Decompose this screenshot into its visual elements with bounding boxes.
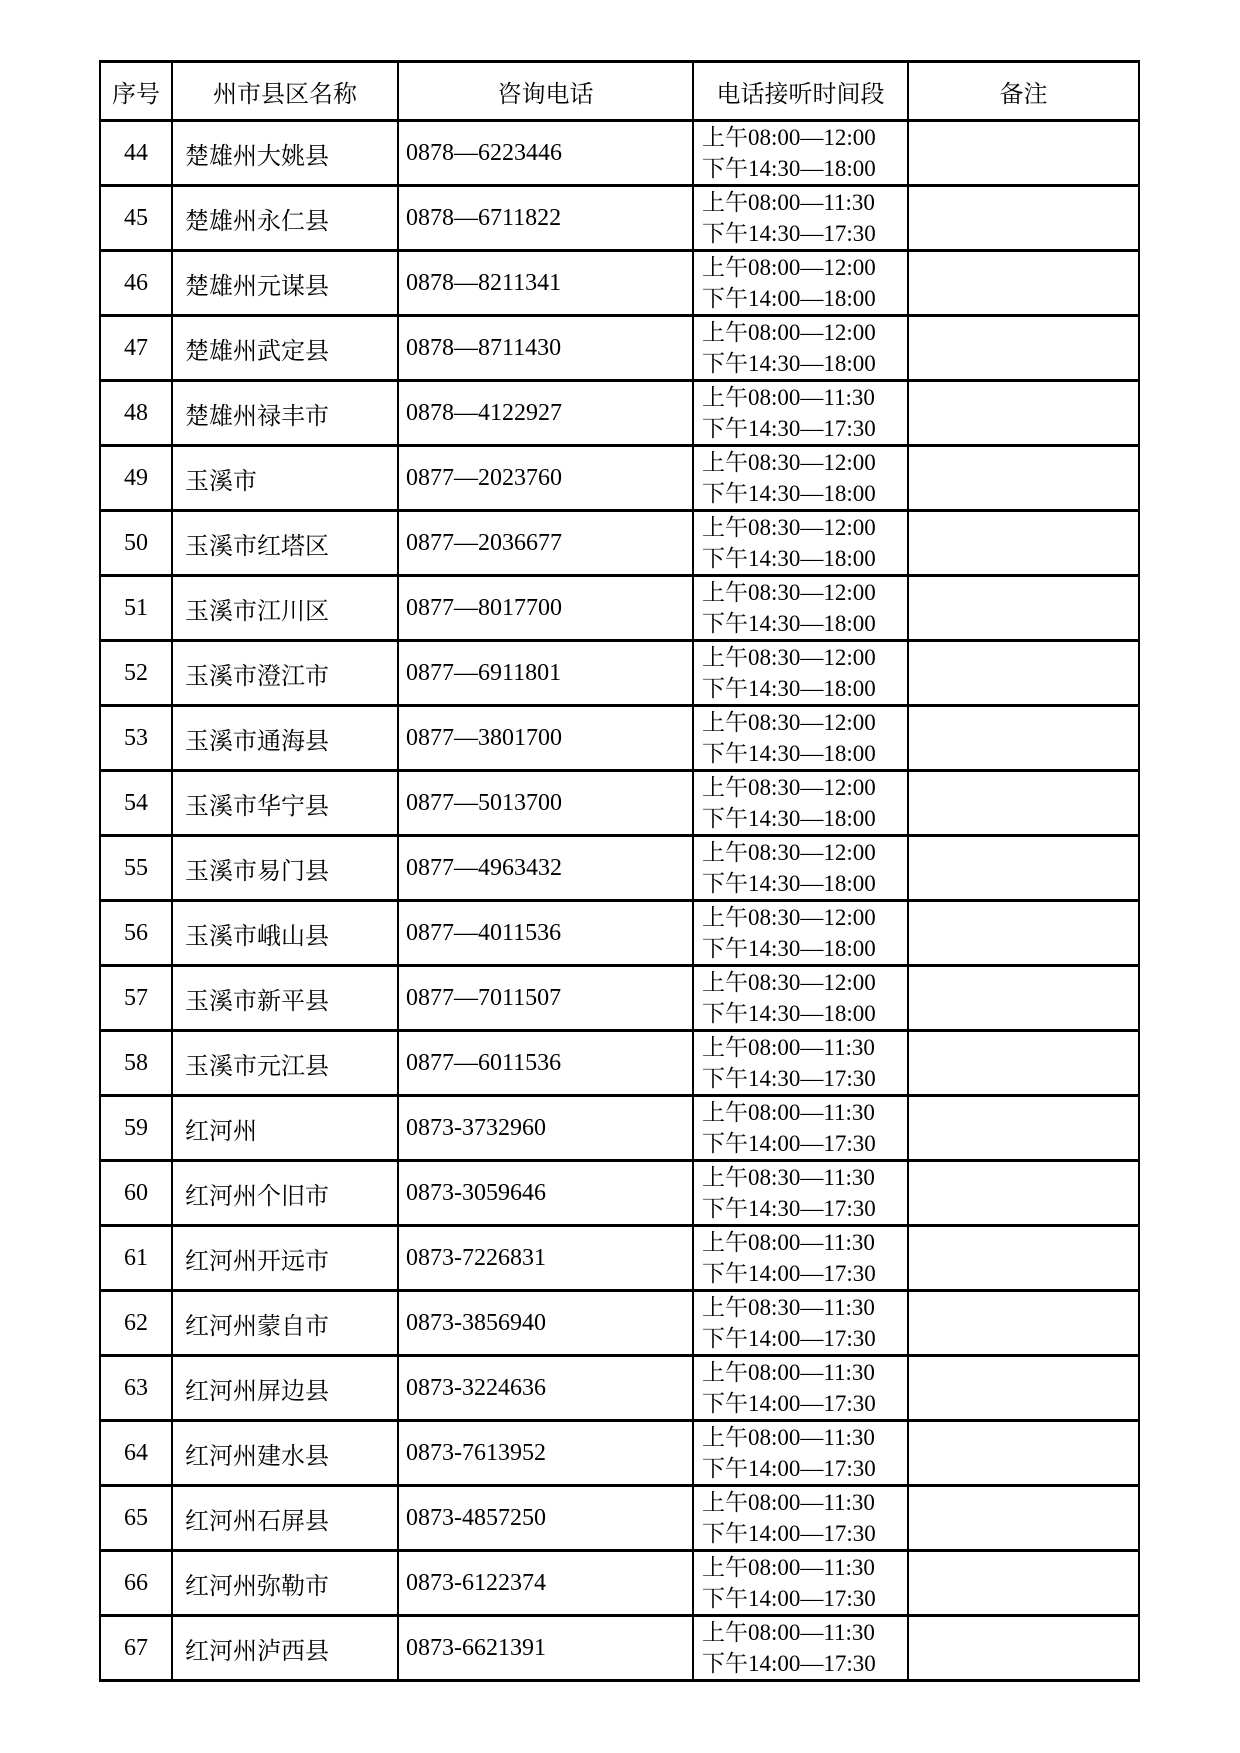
answer-time-period (693, 1031, 908, 1096)
phone-number: 0878—6711822 (398, 186, 693, 251)
answer-time-period (693, 1551, 908, 1616)
answer-time-period (693, 251, 908, 316)
district-name: 玉溪市易门县 (172, 836, 398, 901)
district-name: 玉溪市华宁县 (172, 771, 398, 836)
remark-cell (908, 316, 1139, 381)
phone-number: 0873-3224636 (398, 1356, 693, 1421)
table-row (100, 1226, 1139, 1291)
table-row (100, 706, 1139, 771)
table-row (100, 1161, 1139, 1226)
time-morning: 上午08:30—11:30 (702, 1295, 875, 1320)
time-afternoon: 下午14:30—18:00 (702, 936, 876, 961)
answer-time-period (693, 1616, 908, 1681)
row-number: 61 (100, 1226, 172, 1291)
row-number: 66 (100, 1551, 172, 1616)
phone-number: 0877—3801700 (398, 706, 693, 771)
district-name: 玉溪市红塔区 (172, 511, 398, 576)
row-number: 59 (100, 1096, 172, 1161)
district-name: 红河州屏边县 (172, 1356, 398, 1421)
table-row (100, 1551, 1139, 1616)
time-afternoon: 下午14:00—17:30 (702, 1456, 876, 1481)
remark-cell (908, 381, 1139, 446)
col-header-time: 电话接听时间段 (693, 62, 908, 121)
phone-number: 0878—8211341 (398, 251, 693, 316)
row-number: 62 (100, 1291, 172, 1356)
time-morning: 上午08:00—11:30 (702, 1555, 875, 1580)
row-number: 55 (100, 836, 172, 901)
answer-time-period (693, 576, 908, 641)
time-morning: 上午08:30—12:00 (702, 905, 876, 930)
answer-time-period (693, 901, 908, 966)
time-afternoon: 下午14:30—18:00 (702, 1001, 876, 1026)
row-number: 51 (100, 576, 172, 641)
district-name: 红河州建水县 (172, 1421, 398, 1486)
remark-cell (908, 706, 1139, 771)
col-header-no: 序号 (100, 62, 172, 121)
phone-number: 0877—6011536 (398, 1031, 693, 1096)
remark-cell (908, 186, 1139, 251)
remark-cell (908, 1486, 1139, 1551)
answer-time-period (693, 446, 908, 511)
time-morning: 上午08:30—12:00 (702, 775, 876, 800)
table-row (100, 1291, 1139, 1356)
col-header-phone: 咨询电话 (398, 62, 693, 121)
district-name: 红河州开远市 (172, 1226, 398, 1291)
table-row (100, 771, 1139, 836)
row-number: 49 (100, 446, 172, 511)
row-number: 60 (100, 1161, 172, 1226)
phone-number: 0873-7226831 (398, 1226, 693, 1291)
remark-cell (908, 1096, 1139, 1161)
district-name: 玉溪市 (172, 446, 398, 511)
row-number: 48 (100, 381, 172, 446)
district-name: 红河州蒙自市 (172, 1291, 398, 1356)
phone-number: 0877—8017700 (398, 576, 693, 641)
time-afternoon: 下午14:30—18:00 (702, 611, 876, 636)
remark-cell (908, 511, 1139, 576)
answer-time-period (693, 1291, 908, 1356)
remark-cell (908, 1616, 1139, 1681)
answer-time-period (693, 381, 908, 446)
phone-number: 0873-3856940 (398, 1291, 693, 1356)
row-number: 53 (100, 706, 172, 771)
district-name: 楚雄州永仁县 (172, 186, 398, 251)
col-header-remark: 备注 (908, 62, 1139, 121)
answer-time-period (693, 966, 908, 1031)
table-row (100, 121, 1139, 186)
time-morning: 上午08:00—12:00 (702, 125, 876, 150)
time-afternoon: 下午14:00—17:30 (702, 1651, 876, 1676)
table-row (100, 446, 1139, 511)
table-row (100, 381, 1139, 446)
answer-time-period (693, 1226, 908, 1291)
header-row (100, 62, 1139, 121)
time-morning: 上午08:30—12:00 (702, 970, 876, 995)
time-afternoon: 下午14:30—18:00 (702, 871, 876, 896)
district-name: 红河州弥勒市 (172, 1551, 398, 1616)
answer-time-period (693, 1486, 908, 1551)
time-morning: 上午08:00—11:30 (702, 1230, 875, 1255)
table-row (100, 1031, 1139, 1096)
time-morning: 上午08:00—11:30 (702, 1620, 875, 1645)
table-row (100, 901, 1139, 966)
time-afternoon: 下午14:00—17:30 (702, 1261, 876, 1286)
district-name: 红河州泸西县 (172, 1616, 398, 1681)
remark-cell (908, 1161, 1139, 1226)
remark-cell (908, 251, 1139, 316)
time-afternoon: 下午14:30—17:30 (702, 416, 876, 441)
phone-number: 0873-3732960 (398, 1096, 693, 1161)
district-name: 红河州 (172, 1096, 398, 1161)
row-number: 46 (100, 251, 172, 316)
phone-number: 0878—6223446 (398, 121, 693, 186)
answer-time-period (693, 121, 908, 186)
table-row (100, 316, 1139, 381)
time-morning: 上午08:00—11:30 (702, 385, 875, 410)
district-name: 玉溪市江川区 (172, 576, 398, 641)
time-afternoon: 下午14:30—18:00 (702, 676, 876, 701)
table-row (100, 1096, 1139, 1161)
district-name: 楚雄州武定县 (172, 316, 398, 381)
district-name: 玉溪市元江县 (172, 1031, 398, 1096)
phone-number: 0873-7613952 (398, 1421, 693, 1486)
answer-time-period (693, 1421, 908, 1486)
time-afternoon: 下午14:00—17:30 (702, 1391, 876, 1416)
table-row (100, 966, 1139, 1031)
row-number: 65 (100, 1486, 172, 1551)
district-name: 玉溪市通海县 (172, 706, 398, 771)
time-morning: 上午08:00—12:00 (702, 320, 876, 345)
answer-time-period (693, 1161, 908, 1226)
time-afternoon: 下午14:00—17:30 (702, 1521, 876, 1546)
answer-time-period (693, 316, 908, 381)
remark-cell (908, 771, 1139, 836)
row-number: 52 (100, 641, 172, 706)
row-number: 47 (100, 316, 172, 381)
remark-cell (908, 1226, 1139, 1291)
phone-number: 0873-6621391 (398, 1616, 693, 1681)
time-afternoon: 下午14:00—17:30 (702, 1586, 876, 1611)
time-afternoon: 下午14:30—18:00 (702, 741, 876, 766)
remark-cell (908, 1291, 1139, 1356)
answer-time-period (693, 706, 908, 771)
phone-number: 0873-6122374 (398, 1551, 693, 1616)
time-morning: 上午08:30—12:00 (702, 840, 876, 865)
time-afternoon: 下午14:00—17:30 (702, 1131, 876, 1156)
row-number: 67 (100, 1616, 172, 1681)
time-morning: 上午08:00—11:30 (702, 190, 875, 215)
time-afternoon: 下午14:30—17:30 (702, 221, 876, 246)
row-number: 63 (100, 1356, 172, 1421)
time-afternoon: 下午14:30—18:00 (702, 351, 876, 376)
remark-cell (908, 576, 1139, 641)
table-row (100, 576, 1139, 641)
phone-number: 0877—4011536 (398, 901, 693, 966)
table-row (100, 836, 1139, 901)
remark-cell (908, 836, 1139, 901)
district-name: 玉溪市峨山县 (172, 901, 398, 966)
time-morning: 上午08:30—12:00 (702, 645, 876, 670)
time-afternoon: 下午14:30—18:00 (702, 806, 876, 831)
time-afternoon: 下午14:30—18:00 (702, 546, 876, 571)
remark-cell (908, 1031, 1139, 1096)
col-header-name: 州市县区名称 (172, 62, 398, 121)
phone-number: 0877—7011507 (398, 966, 693, 1031)
time-morning: 上午08:30—11:30 (702, 1165, 875, 1190)
remark-cell (908, 641, 1139, 706)
time-morning: 上午08:00—11:30 (702, 1035, 875, 1060)
row-number: 64 (100, 1421, 172, 1486)
time-morning: 上午08:00—11:30 (702, 1425, 875, 1450)
row-number: 54 (100, 771, 172, 836)
row-number: 57 (100, 966, 172, 1031)
time-afternoon: 下午14:00—17:30 (702, 1326, 876, 1351)
row-number: 50 (100, 511, 172, 576)
phone-number: 0878—8711430 (398, 316, 693, 381)
phone-number: 0877—4963432 (398, 836, 693, 901)
remark-cell (908, 446, 1139, 511)
phone-number: 0873-4857250 (398, 1486, 693, 1551)
answer-time-period (693, 186, 908, 251)
answer-time-period (693, 771, 908, 836)
time-morning: 上午08:30—12:00 (702, 515, 876, 540)
time-morning: 上午08:30—12:00 (702, 580, 876, 605)
time-afternoon: 下午14:00—18:00 (702, 286, 876, 311)
answer-time-period (693, 1096, 908, 1161)
district-name: 玉溪市澄江市 (172, 641, 398, 706)
row-number: 58 (100, 1031, 172, 1096)
answer-time-period (693, 511, 908, 576)
time-afternoon: 下午14:30—18:00 (702, 156, 876, 181)
time-morning: 上午08:30—12:00 (702, 710, 876, 735)
phone-number: 0877—2023760 (398, 446, 693, 511)
phone-number: 0873-3059646 (398, 1161, 693, 1226)
phone-number: 0877—2036677 (398, 511, 693, 576)
table-row (100, 186, 1139, 251)
row-number: 44 (100, 121, 172, 186)
row-number: 56 (100, 901, 172, 966)
time-morning: 上午08:00—12:00 (702, 255, 876, 280)
table-row (100, 1421, 1139, 1486)
district-name: 楚雄州禄丰市 (172, 381, 398, 446)
remark-cell (908, 966, 1139, 1031)
table-row (100, 251, 1139, 316)
district-name: 楚雄州元谋县 (172, 251, 398, 316)
district-name: 玉溪市新平县 (172, 966, 398, 1031)
table-row (100, 1616, 1139, 1681)
remark-cell (908, 1421, 1139, 1486)
remark-cell (908, 1356, 1139, 1421)
time-afternoon: 下午14:30—17:30 (702, 1066, 876, 1091)
remark-cell (908, 121, 1139, 186)
answer-time-period (693, 836, 908, 901)
table-row (100, 641, 1139, 706)
time-morning: 上午08:00—11:30 (702, 1360, 875, 1385)
row-number: 45 (100, 186, 172, 251)
phone-number: 0878—4122927 (398, 381, 693, 446)
district-name: 红河州个旧市 (172, 1161, 398, 1226)
remark-cell (908, 1551, 1139, 1616)
phone-number: 0877—6911801 (398, 641, 693, 706)
time-morning: 上午08:00—11:30 (702, 1490, 875, 1515)
district-name: 红河州石屏县 (172, 1486, 398, 1551)
time-morning: 上午08:00—11:30 (702, 1100, 875, 1125)
time-morning: 上午08:30—12:00 (702, 450, 876, 475)
answer-time-period (693, 1356, 908, 1421)
table-row (100, 511, 1139, 576)
time-afternoon: 下午14:30—18:00 (702, 481, 876, 506)
table-row (100, 1356, 1139, 1421)
phone-contact-table (99, 60, 1140, 1682)
time-afternoon: 下午14:30—17:30 (702, 1196, 876, 1221)
answer-time-period (693, 641, 908, 706)
remark-cell (908, 901, 1139, 966)
phone-number: 0877—5013700 (398, 771, 693, 836)
district-name: 楚雄州大姚县 (172, 121, 398, 186)
table-row (100, 1486, 1139, 1551)
